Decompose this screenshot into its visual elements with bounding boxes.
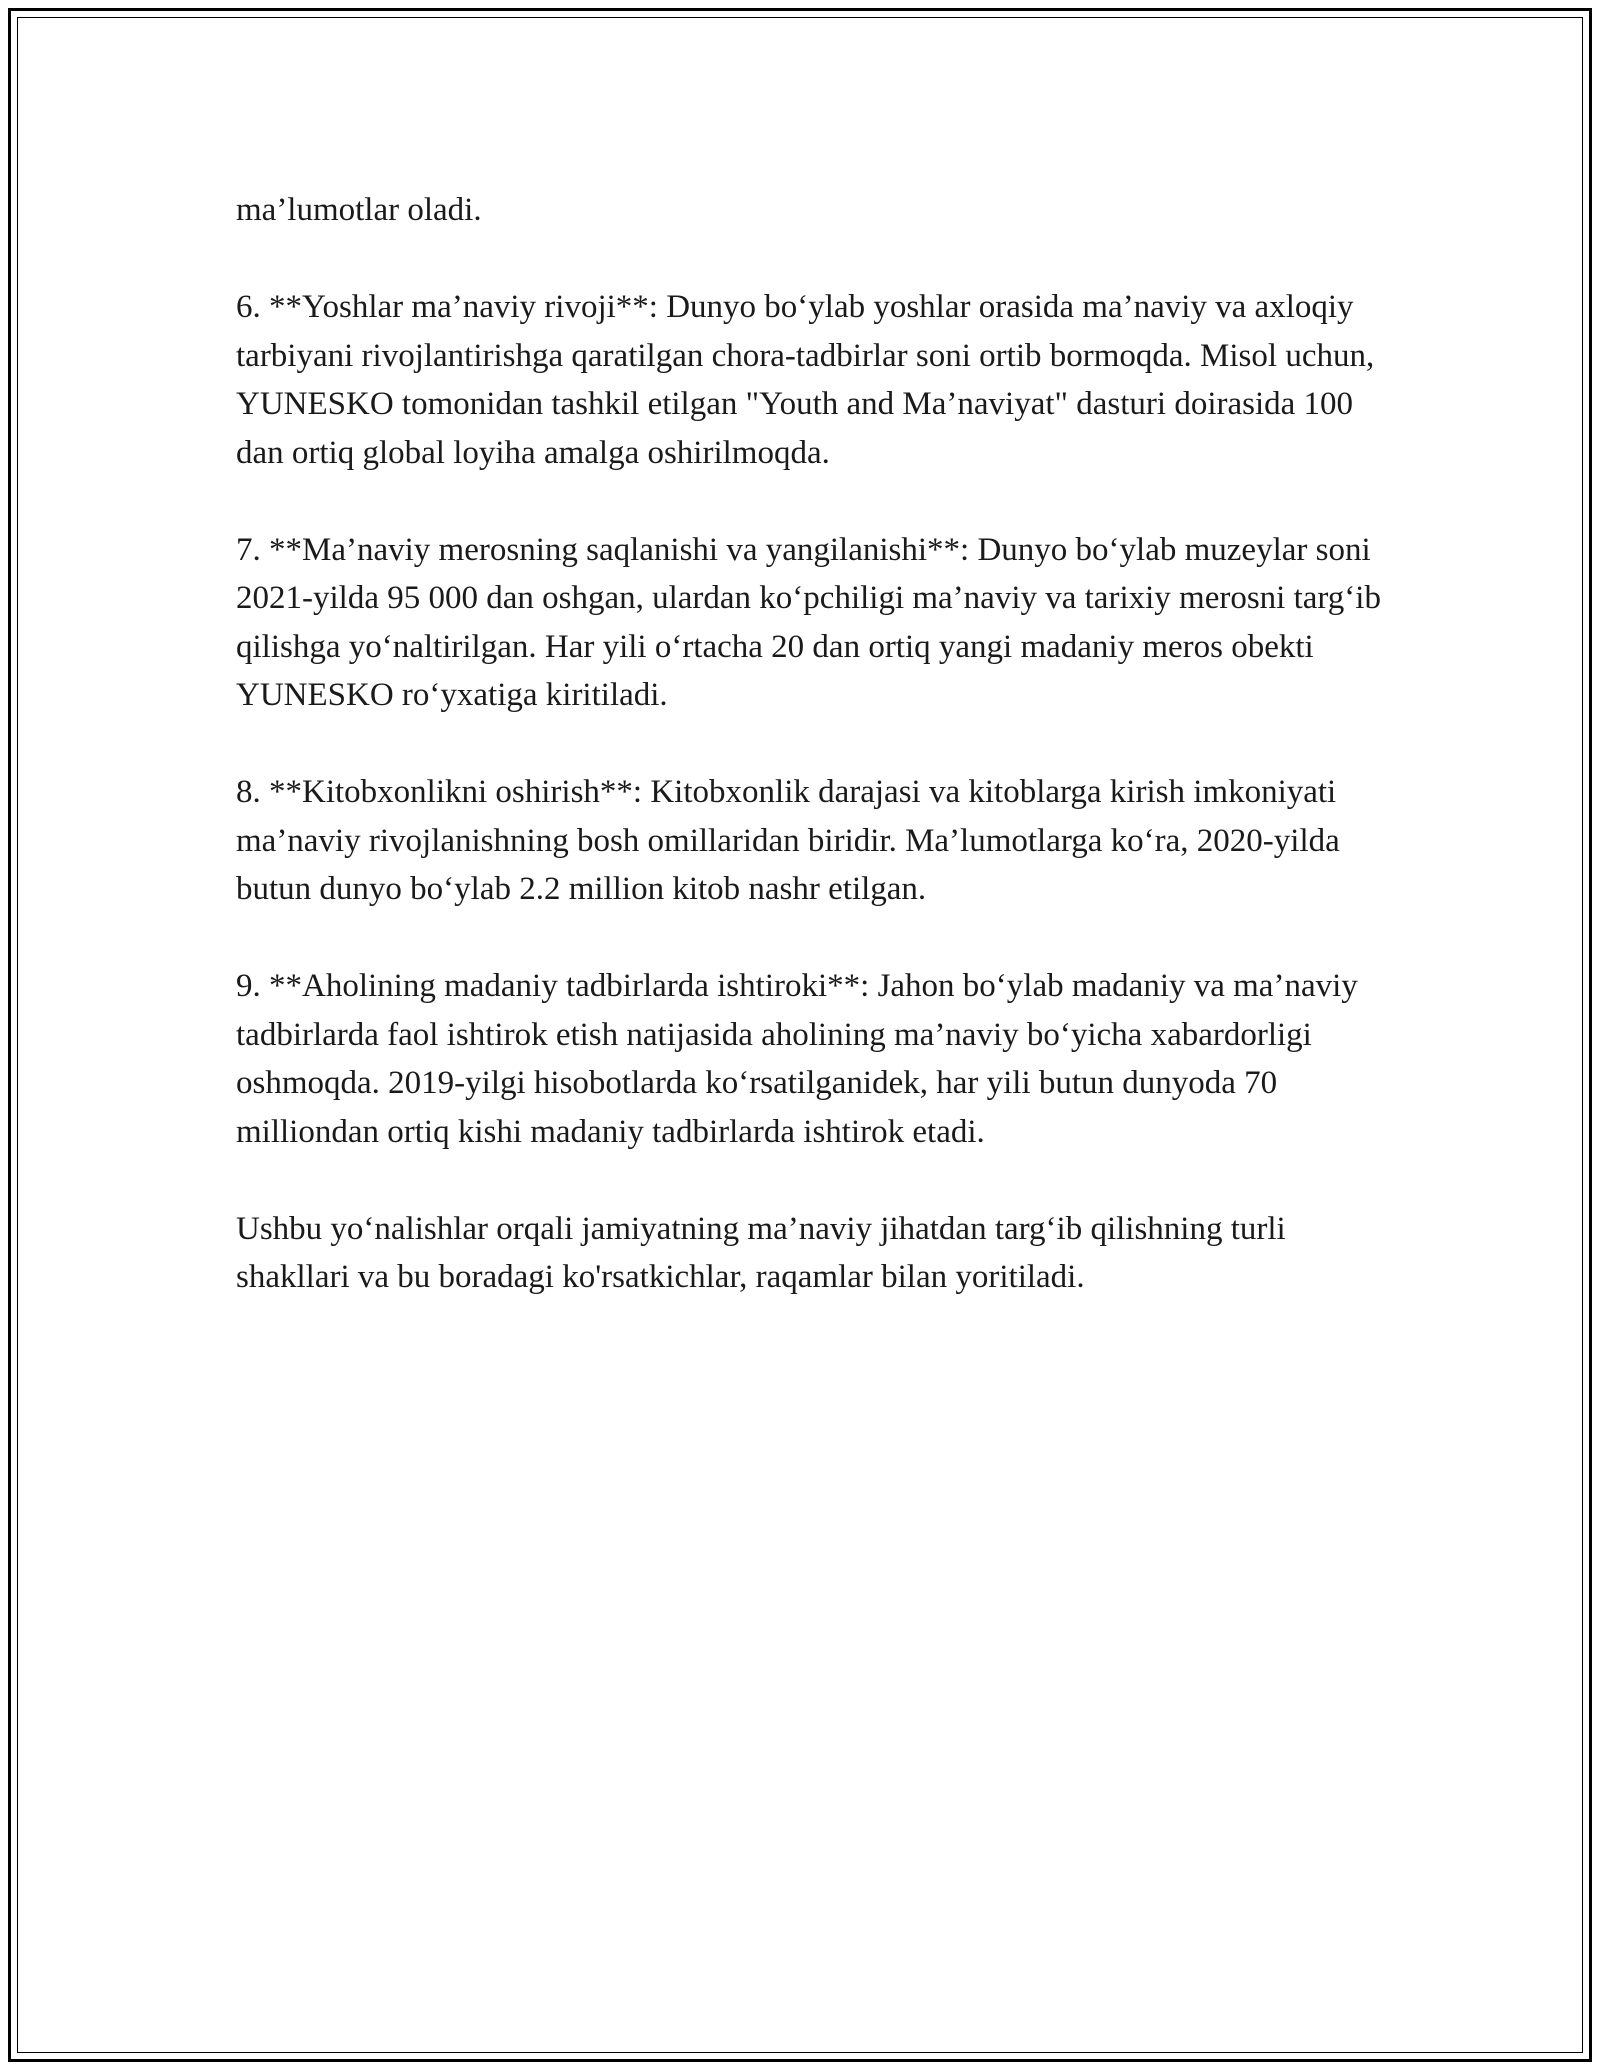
paragraph-item-8: 8. **Kitobxonlikni oshirish**: Kitobxonlik darajasi va kitoblarga kirish imkoniyati ma’naviy rivojlanishning bosh omillaridan biridir. Ma’lumotlarga ko‘ra, 2020-yilda butun dunyo bo‘ylab 2.2 million kitob nashr etilgan. — [236, 774, 1340, 907]
paragraph-item-7: 7. **Ma’naviy merosning saqlanishi va yangilanishi**: Dunyo bo‘ylab muzeylar soni 2021-yilda 95 000 dan oshgan, ulardan ko‘pchiligi ma’naviy va tarixiy merosni targ‘ib qilishga yo‘naltirilgan. Har yili o‘rtacha 20 dan ortiq yangi madaniy meros obekti YUNESKO ro‘yxatiga kiritiladi. — [236, 531, 1381, 713]
paragraph-continuation: ma’lumotlar oladi. — [236, 192, 482, 228]
paragraph-conclusion: Ushbu yo‘nalishlar orqali jamiyatning ma’naviy jihatdan targ‘ib qilishning turli shakllari va bu boradagi ko'rsatkichlar, raqamlar bilan yoritiladi. — [236, 1210, 1286, 1295]
paragraph-item-6: 6. **Yoshlar ma’naviy rivoji**: Dunyo bo‘ylab yoshlar orasida ma’naviy va axloqiy tarbiyani rivojlantirishga qaratilgan chora-tadbirlar soni ortib bormoqda. Misol uchun, YUNESKO tomonidan tashkil etilgan "Youth and Ma’naviyat" dasturi doirasida 100 dan ortiq global loyiha amalga oshirilmoqda. — [236, 289, 1375, 471]
paragraph-item-9: 9. **Aholining madaniy tadbirlarda ishtiroki**: Jahon bo‘ylab madaniy va ma’naviy tadbirlarda faol ishtirok etish natijasida aholining ma’naviy bo‘yicha xabardorligi oshmoqda. 2019-yilgi hisobotlarda ko‘rsatilganidek, har yili butun dunyoda 70 milliondan ortiq kishi madaniy tadbirlarda ishtirok etadi. — [236, 968, 1358, 1150]
document-body — [236, 186, 1396, 1302]
